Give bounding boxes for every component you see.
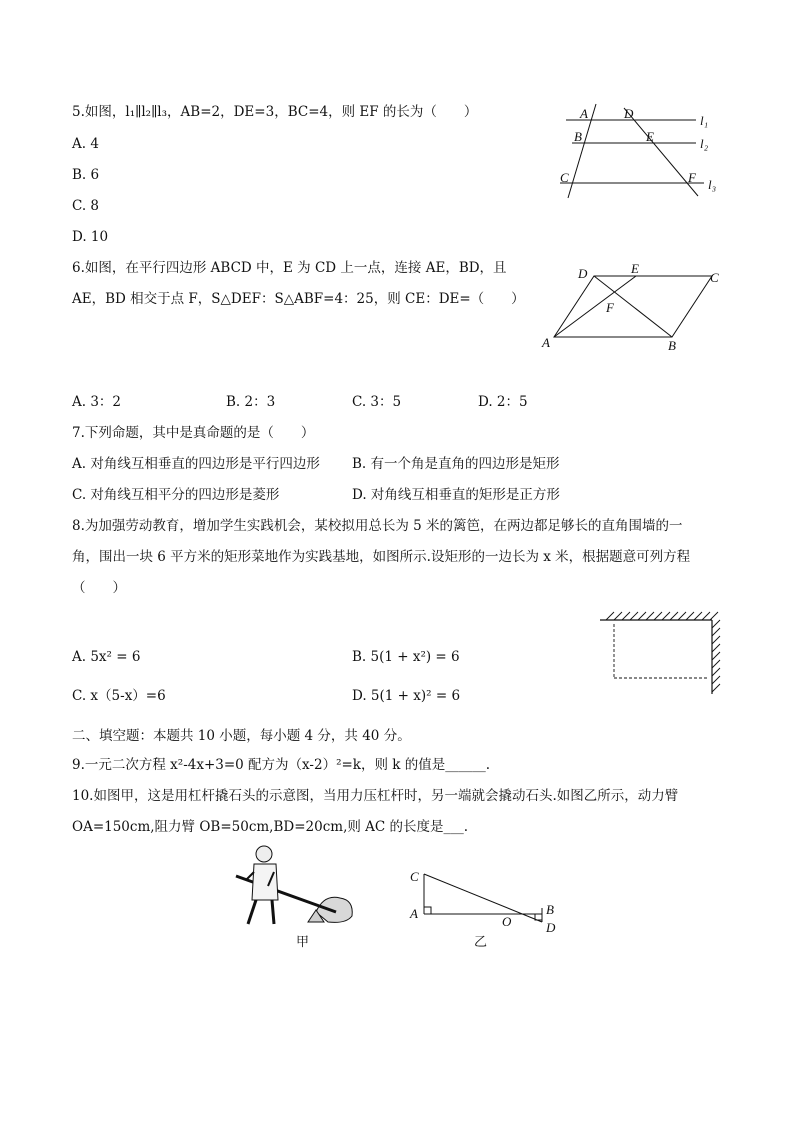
label-C: C [410,869,419,884]
q10-lever-triangle-figure [402,862,572,952]
q9-stem: 9.一元二次方程 x²-4x+3=0 配方为（x-2）²=k，则 k 的值是______. [72,757,491,773]
label-l3: l₃ [708,177,717,192]
label-A: A [410,906,418,921]
q6-option-d: D. 2：5 [478,394,528,410]
q8-stem-line1: 8.为加强劳动教育，增加学生实践机会，某校拟用总长为 5 米的篱笆，在两边都足够长的直角围墙的一 [72,518,683,534]
label-A: A [542,335,550,350]
section-heading: 二、填空题：本题共 10 小题，每小题 4 分，共 40 分。 [72,728,411,744]
right-angle-a [424,907,431,914]
q8-option-d: D. 5(1 + x)² = 6 [352,688,461,704]
q8-stem-line2: 角，围出一块 6 平方米的矩形菜地作为实践基地，如图所示.设矩形的一边长为 x 米，根据题意可列方程 [72,549,691,565]
lever-illustration [228,842,358,952]
q7-option-a: A. 对角线互相垂直的四边形是平行四边形 [72,456,320,472]
label-C: C [560,170,569,185]
q7-option-b: B. 有一个角是直角的四边形是矩形 [352,456,560,472]
segment-cd [424,874,542,922]
label-B: B [668,338,676,353]
segment-ae [554,276,636,337]
label-E: E [646,129,654,144]
q10-stem-line1: 10.如图甲，这是用杠杆撬石头的示意图，当用力压杠杆时，另一端就会撬动石头.如图乙所示，动力臂 [72,788,679,804]
person-body [252,864,278,900]
q5-option-a: A. 4 [72,136,99,152]
caption-yi: 乙 [474,935,488,950]
q5-option-c: C. 8 [72,198,100,214]
label-C: C [710,270,719,285]
q8-option-a: A. 5x² = 6 [72,649,141,665]
person-leg-left [248,900,256,924]
wall-hatching [606,612,720,692]
q5-parallel-lines-figure [552,100,732,200]
label-D: D [546,920,556,935]
label-A: A [580,106,588,121]
q8-fence-figure [598,608,728,698]
person-leg-right [272,900,274,924]
q7-stem: 7.下列命题，其中是真命题的是（ ） [72,425,315,441]
label-D: D [578,266,588,281]
label-l1: l₁ [700,113,709,128]
q7-option-d: D. 对角线互相垂直的矩形是正方形 [352,487,560,503]
q6-option-b: B. 2：3 [226,394,276,410]
q8-stem-line3: （ ） [72,580,126,596]
lever-bar [236,876,336,912]
q10-stem-line2: OA=150cm,阻力臂 OB=50cm,BD=20cm,则 AC 的长度是___. [72,819,469,835]
q5-option-b: B. 6 [72,167,100,183]
caption-jia: 甲 [296,935,310,950]
q7-option-c: C. 对角线互相平分的四边形是菱形 [72,487,280,503]
q6-option-c: C. 3：5 [352,394,402,410]
q8-option-c: C. x（5-x）=6 [72,688,166,704]
label-B: B [546,902,554,917]
person-head [256,846,272,862]
q8-option-b: B. 5(1 + x²) = 6 [352,649,460,665]
label-E: E [631,261,639,276]
label-B: B [574,129,582,144]
q5-stem: 5.如图，l₁∥l₂∥l₃，AB=2，DE=3，BC=4，则 EF 的长为（ ） [72,104,478,120]
q6-stem-line2: AE，BD 相交于点 F，S△DEF：S△ABF=4：25，则 CE：DE=（ ） [72,291,525,307]
label-O: O [502,914,512,929]
label-D: D [624,106,634,121]
label-l2: l₂ [700,136,709,151]
q6-stem-line1: 6.如图，在平行四边形 ABCD 中，E 为 CD 上一点，连接 AE，BD，且 [72,260,507,276]
q6-option-a: A. 3：2 [72,394,122,410]
label-F: F [688,170,696,185]
label-F: F [606,300,614,315]
q6-parallelogram-figure [538,260,728,355]
q5-option-d: D. 10 [72,229,109,245]
